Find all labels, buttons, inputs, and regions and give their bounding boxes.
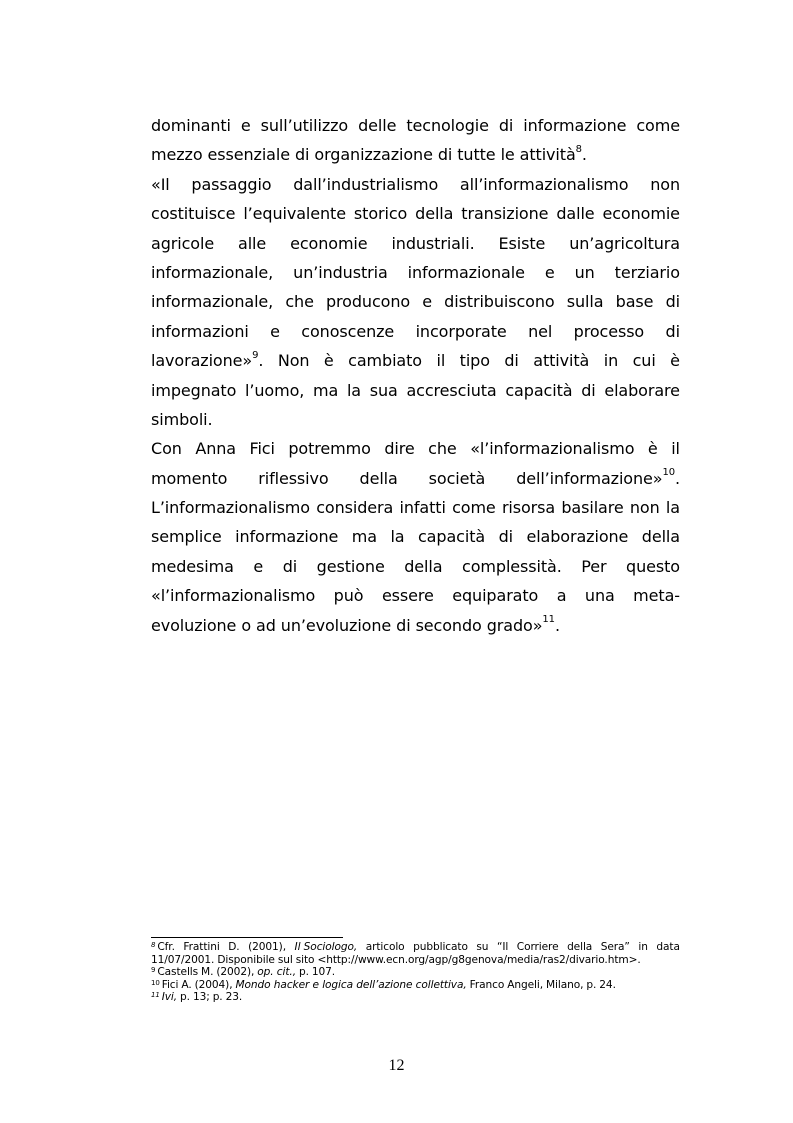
- word: una: [584, 586, 615, 606]
- word: potremmo: [288, 439, 371, 459]
- footnote-word: della: [567, 941, 593, 953]
- word: secondo: [415, 615, 482, 635]
- word: un’evoluzione: [280, 615, 392, 635]
- footnote-word: 23.: [225, 991, 243, 1004]
- word: società: [428, 468, 486, 488]
- word: come: [452, 498, 496, 518]
- footnote-word: A.: [181, 978, 192, 991]
- footnote-marker: 9: [151, 966, 156, 975]
- word: a: [556, 586, 567, 606]
- footnote-line: [151, 966, 680, 979]
- word: alle: [238, 233, 267, 253]
- footnote-word: p.: [298, 966, 309, 979]
- footnote-word: $^8$ Cfr.: [151, 941, 175, 953]
- word: «l’informazionalismo: [470, 439, 635, 459]
- footnote-line: [151, 979, 680, 992]
- word: dominanti: [151, 116, 231, 135]
- word: tecnologie: [406, 116, 489, 135]
- word: di: [498, 527, 513, 547]
- footnote-word: su: [476, 941, 489, 953]
- word: dalle: [556, 204, 595, 224]
- word: Non: [277, 351, 310, 371]
- body-line: [151, 140, 680, 169]
- word: lavorazione»$^9$.: [151, 349, 264, 371]
- word: un: [574, 262, 595, 282]
- footnote-word: 107.: [311, 966, 336, 979]
- footnote-word: “Il: [496, 941, 509, 953]
- footnote-word: M.: [201, 966, 214, 979]
- word: informazione: [235, 527, 339, 547]
- word: Con: [151, 439, 182, 459]
- word: nel: [528, 321, 553, 341]
- word: di: [437, 145, 453, 165]
- word: di: [504, 351, 519, 371]
- word: tipo: [459, 351, 490, 371]
- footnote-reference: 10: [662, 467, 675, 479]
- word: il: [436, 351, 446, 371]
- word: non: [650, 174, 680, 194]
- word: Anna: [195, 439, 236, 459]
- word: della: [415, 204, 454, 224]
- word: economie: [290, 233, 368, 253]
- word: considera: [316, 498, 394, 518]
- footnote-word: sul: [277, 953, 293, 966]
- word: ma: [313, 380, 339, 400]
- word: costituisce: [151, 204, 236, 224]
- word: essenziale: [207, 145, 290, 165]
- word: attività: [533, 351, 590, 371]
- word: informazione: [523, 116, 627, 135]
- word: la: [665, 498, 680, 518]
- word: incorporate: [415, 321, 507, 341]
- word: che: [428, 439, 457, 459]
- word: sua: [369, 380, 398, 400]
- word: e: [253, 556, 264, 576]
- word: della: [641, 527, 680, 547]
- footnote-word: articolo: [365, 941, 405, 953]
- footnote-word: $^{10}$ Fici: [151, 978, 179, 991]
- body-line: [151, 552, 680, 581]
- word: questo: [626, 556, 680, 576]
- word: in: [603, 351, 619, 371]
- word: cui: [632, 351, 656, 371]
- word: tutte: [457, 145, 496, 165]
- word: e: [544, 262, 555, 282]
- word: la: [390, 527, 405, 547]
- word: basilare: [561, 498, 624, 518]
- footnote-marker: 10: [151, 978, 160, 987]
- footnote-line: [151, 991, 680, 1004]
- word: «Il: [151, 174, 170, 194]
- word: evoluzione: [151, 615, 237, 635]
- word: complessità.: [462, 556, 562, 576]
- word: Esiste: [498, 233, 546, 253]
- word: di: [665, 321, 680, 341]
- body-line: [151, 229, 680, 258]
- footnote-word: Angeli,: [507, 978, 543, 991]
- word: ad: [256, 615, 276, 635]
- body-line: [151, 611, 680, 640]
- word: informazionale,: [151, 292, 274, 312]
- word: distribuiscono: [444, 292, 555, 312]
- footnote-word: p.: [586, 978, 597, 991]
- word: informazionale: [407, 262, 525, 282]
- word: un’agricoltura: [569, 233, 680, 253]
- body-line: [151, 170, 680, 199]
- word: simboli.: [151, 409, 213, 429]
- body-line: [151, 434, 680, 463]
- word: grado»$^{11}$.: [486, 614, 560, 635]
- footnote-marker: 8: [151, 941, 156, 949]
- word: elaborazione: [526, 527, 629, 547]
- word: processo: [573, 321, 645, 341]
- word: accresciuta: [406, 380, 497, 400]
- body-line: [151, 581, 680, 610]
- footnote-word: (2004),: [194, 978, 233, 991]
- word: non: [629, 498, 660, 518]
- word: conoscenze: [301, 321, 395, 341]
- footnotes: [151, 941, 680, 1004]
- footnote-reference: 8: [575, 144, 582, 156]
- body-line: [151, 258, 680, 287]
- body-line: [151, 346, 680, 375]
- footnote-word: p.: [212, 991, 223, 1004]
- word: Per: [581, 556, 607, 576]
- footnote-word: 13;: [192, 991, 210, 1004]
- footnote-reference: 11: [542, 614, 555, 626]
- body-line: [151, 464, 680, 493]
- word: come: [636, 116, 680, 135]
- word: e: [422, 292, 432, 312]
- word: momento: [151, 468, 228, 488]
- footnote-word: pubblicato: [413, 941, 468, 953]
- footnote-word: Corriere: [516, 941, 559, 953]
- footnote-word: D.: [228, 941, 240, 953]
- word: che: [285, 292, 314, 312]
- word: capacità: [505, 380, 573, 400]
- footnote-word: data: [656, 941, 680, 953]
- body-line: [151, 376, 680, 405]
- word: di: [282, 556, 298, 576]
- word: di: [498, 116, 514, 135]
- word: è: [323, 351, 334, 371]
- footnote-word: $^{11}$ Ivi,: [151, 991, 178, 1004]
- footnote-word: in: [638, 941, 648, 953]
- footnote-line: [151, 954, 680, 967]
- word: organizzazione: [314, 145, 433, 165]
- footnote-word: Frattini: [183, 941, 220, 953]
- word: è: [670, 351, 680, 371]
- page-number: 12: [388, 1057, 405, 1074]
- footnote-word: (2001),: [248, 941, 286, 953]
- word: può: [333, 586, 364, 606]
- footnote-word: Milano,: [546, 978, 584, 991]
- footnote-word: Il Sociologo,: [294, 941, 358, 953]
- word: economie: [602, 204, 680, 224]
- footnote-word: p.: [180, 991, 190, 1004]
- body-line: [151, 493, 680, 522]
- word: dell’informazione»$^{10}$.: [516, 467, 680, 488]
- word: meta-: [633, 586, 680, 606]
- word: o: [241, 615, 252, 635]
- word: attività$^8$.: [519, 144, 587, 165]
- body-line: [151, 522, 680, 551]
- word: equiparato: [452, 586, 539, 606]
- word: Fici: [249, 439, 275, 459]
- footnote-line: [151, 941, 680, 954]
- body-line: [151, 317, 680, 346]
- word: essere: [381, 586, 434, 606]
- word: producono: [325, 292, 411, 312]
- word: agricole: [151, 233, 215, 253]
- footnote-marker: 11: [151, 991, 160, 1000]
- word: della: [404, 556, 443, 576]
- body-line: [151, 111, 680, 140]
- word: terziario: [614, 262, 680, 282]
- word: e: [240, 116, 251, 135]
- footnote-word: sito: [295, 953, 315, 966]
- footnote-word: Sera”: [600, 941, 630, 953]
- word: dall’industrialismo: [293, 174, 439, 194]
- word: «l’informazionalismo: [151, 586, 316, 606]
- word: semplice: [151, 527, 222, 547]
- footnote-word: 11/07/2001.: [151, 953, 215, 966]
- word: dire: [384, 439, 415, 459]
- word: sulla: [566, 292, 604, 312]
- body-line: [151, 405, 680, 434]
- word: informazioni: [151, 321, 249, 341]
- word: di: [396, 615, 411, 635]
- word: storico: [353, 204, 408, 224]
- footnote-word: Mondo hacker e logica dell’azione collettiva,: [235, 978, 467, 991]
- word: e: [270, 321, 280, 341]
- word: all’informazionalismo: [459, 174, 629, 194]
- footnote-divider: [151, 937, 343, 938]
- body-text: [151, 111, 680, 640]
- word: L’informazionalismo: [151, 498, 310, 518]
- word: di: [665, 292, 680, 312]
- word: della: [359, 468, 398, 488]
- word: l’uomo,: [245, 380, 305, 400]
- word: gestione: [316, 556, 385, 576]
- word: sull’utilizzo: [260, 116, 349, 135]
- word: base: [615, 292, 654, 312]
- word: risorsa: [501, 498, 556, 518]
- footnote-word: $^9$ Castells: [151, 966, 199, 979]
- word: ma: [351, 527, 377, 547]
- word: informazionale,: [151, 262, 274, 282]
- footnote-word: (2002),: [216, 966, 255, 979]
- word: riflessivo: [258, 468, 329, 488]
- footnote-word: 24.: [599, 978, 616, 991]
- footnote-word: Disponibile: [217, 953, 275, 966]
- word: di: [581, 380, 596, 400]
- footnote-word: op. cit.,: [257, 966, 296, 979]
- word: è: [647, 439, 658, 459]
- body-line: [151, 199, 680, 228]
- word: un’industria: [293, 262, 388, 282]
- footnote-word: <http://www.ecn.org/agp/g8genova/media/ras2/divario.htm>.: [317, 953, 641, 966]
- word: industriali.: [391, 233, 475, 253]
- word: impegnato: [151, 380, 237, 400]
- word: passaggio: [191, 174, 272, 194]
- footnote-reference: 9: [252, 349, 259, 361]
- word: infatti: [399, 498, 446, 518]
- word: il: [671, 439, 680, 459]
- footnote-word: Franco: [469, 978, 505, 991]
- word: le: [500, 145, 515, 165]
- word: transizione: [461, 204, 549, 224]
- word: di: [294, 145, 310, 165]
- word: medesima: [151, 556, 234, 576]
- word: la: [346, 380, 361, 400]
- word: delle: [358, 116, 397, 135]
- word: l’equivalente: [243, 204, 346, 224]
- word: capacità: [417, 527, 486, 547]
- word: elaborare: [604, 380, 680, 400]
- word: mezzo: [151, 145, 203, 165]
- body-line: [151, 287, 680, 316]
- word: cambiato: [348, 351, 422, 371]
